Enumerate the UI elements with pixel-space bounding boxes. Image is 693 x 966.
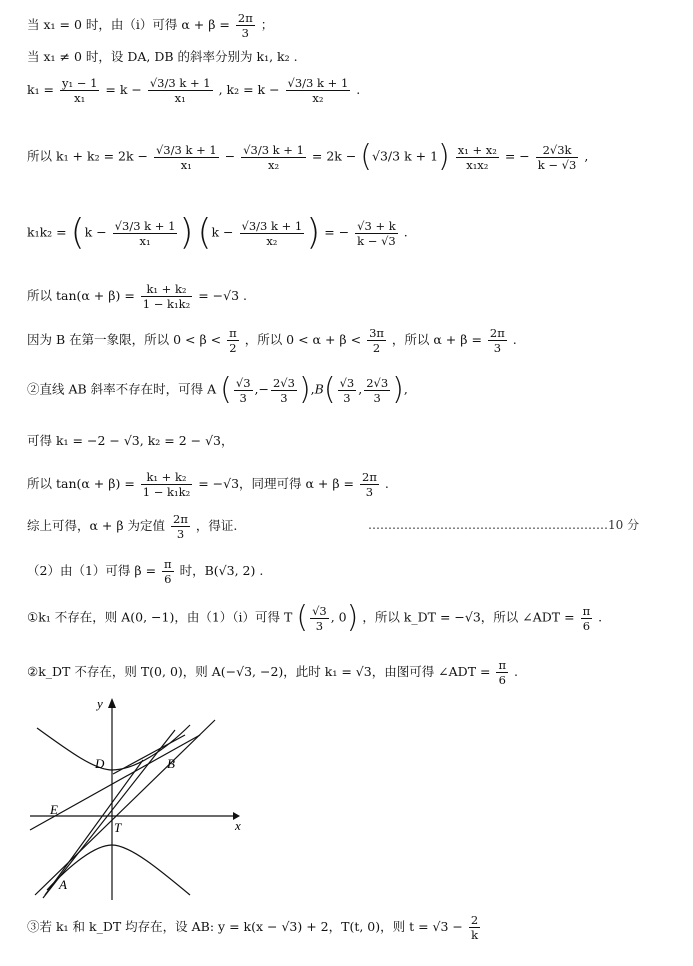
line-5: k₁k₂ = (k − $\frac{√3/3 k + 1}{\text{x₁}}$ ) (k − $\frac{√3/3 k + 1}{\text{x₂}}$ ) = − $\frac{√3 + k}{k - √3}$ . xyxy=(27,212,408,253)
frac-k1-expr: $\frac{√3/3 k + 1}{\text{x₁}}$ xyxy=(149,76,211,105)
line-4: 所以 k₁ + k₂ = 2k − $\frac{√3/3 k + 1}{\text{x₁}}$ − $\frac{√3/3 k + 1}{\text{x₂}}$ = 2k − (√3/3 k + 1) $\frac{\text{x₁ + x₂}}{\text{x₁x₂}}$ = − $\frac{2√3k}{k - √3}$ , xyxy=(27,139,589,174)
line-3: k₁ = $\frac{\text{y₁ − 1}}{\text{x₁}}$ = k − $\frac{√3/3 k + 1}{\text{x₁}}$ , k₂ = k − $\frac{√3/3 k + 1}{\text{x₂}}$ . xyxy=(27,76,361,105)
line-9: 可得 k₁ = −2 − √3, k₂ = 2 − √3， xyxy=(27,433,234,448)
line-AB xyxy=(43,730,175,898)
geometry-figure xyxy=(25,690,260,905)
line-8: ②直线 AB 斜率不存在时，可得 A ( $\frac{√3}{3}$ ,− $\frac{2√3}{3}$ ),B( $\frac{√3}{3}$ , $\frac{2√3}{3}$ ), xyxy=(27,372,408,407)
line-10: 所以 tan(α + β) = $\frac{\text{k₁ + k₂}}{\text{1 − k₁k₂}}$ = −√3，同理可得 α + β = $\frac{2\pi}{3}$ . xyxy=(27,470,389,499)
label-x: x xyxy=(235,818,241,833)
frac-l4-b: $\frac{√3/3 k + 1}{\text{x₂}}$ xyxy=(243,142,304,172)
line-7: 因为 B 在第一象限，所以 0 < β < $\frac{\pi}{2}$ ，所以 0 < α + β < $\frac{3\pi}{2}$ ，所以 α + β = $\frac{2\pi}{3}$ . xyxy=(27,326,517,355)
line-6: 所以 tan(α + β) = $\frac{\text{k₁ + k₂}}{\text{1 − k₁k₂}}$ = −√3 . xyxy=(27,282,247,311)
label-T: T xyxy=(114,820,122,835)
line-DT xyxy=(45,760,143,895)
label-D: D xyxy=(95,756,105,771)
score-marker: ……………………………………………………10 分 xyxy=(368,518,640,532)
frac-k2-expr: $\frac{√3/3 k + 1}{\text{x₂}}$ xyxy=(287,76,349,105)
line-14: ②k_DT 不存在，则 T(0, 0)，则 A(−√3, −2)，此时 k₁ = √3，由图可得 ∠ADT = $\frac{\pi}{6}$ . xyxy=(27,658,518,687)
frac-xsum-xprod: $\frac{\text{x₁ + x₂}}{\text{x₁x₂}}$ xyxy=(457,142,497,172)
frac-l5-result: $\frac{√3 + k}{k - √3}$ xyxy=(357,218,396,248)
frac-l4-a: $\frac{√3/3 k + 1}{\text{x₁}}$ xyxy=(155,142,217,172)
frac-y1-x1: $\frac{\text{y₁ − 1}}{\text{x₁}}$ xyxy=(62,76,98,105)
frac-2pi-3: $\frac{2\pi}{3}$ xyxy=(237,11,253,40)
frac-2sqrt3k: $\frac{2√3k}{k - √3}$ xyxy=(537,142,577,172)
line-13: ①k₁ 不存在，则 A(0, −1)，由（1）（i）可得 T ( $\frac{√3}{3}$ , 0) ，所以 k_DT = −√3，所以 ∠ADT = $\frac{\pi}{6}$ . xyxy=(27,600,603,635)
label-y: y xyxy=(97,696,103,711)
line-2: 当 x₁ ≠ 0 时，设 DA, DB 的斜率分别为 k₁, k₂ . xyxy=(27,49,298,64)
hyperbola-lower xyxy=(47,845,190,895)
line-12: （2）由（1）可得 β = $\frac{\pi}{6}$ 时，B(√3, 2) . xyxy=(27,557,264,586)
line-1: 当 x₁ = 0 时，由（i）可得 α + β = $\frac{2\pi}{3}$ ； xyxy=(27,11,274,40)
line-11: 综上可得，α + β 为定值 $\frac{2\pi}{3}$ ，得证. xyxy=(27,512,238,541)
y-axis-arrow xyxy=(108,698,116,708)
label-B: B xyxy=(167,756,175,771)
label-A: A xyxy=(59,877,67,892)
label-E: E xyxy=(50,802,58,817)
line-15: ③若 k₁ 和 k_DT 均存在，设 AB: y = k(x − √3) + 2，T(t, 0)，则 t = √3 − $\frac{2}{k}$ xyxy=(27,913,479,942)
